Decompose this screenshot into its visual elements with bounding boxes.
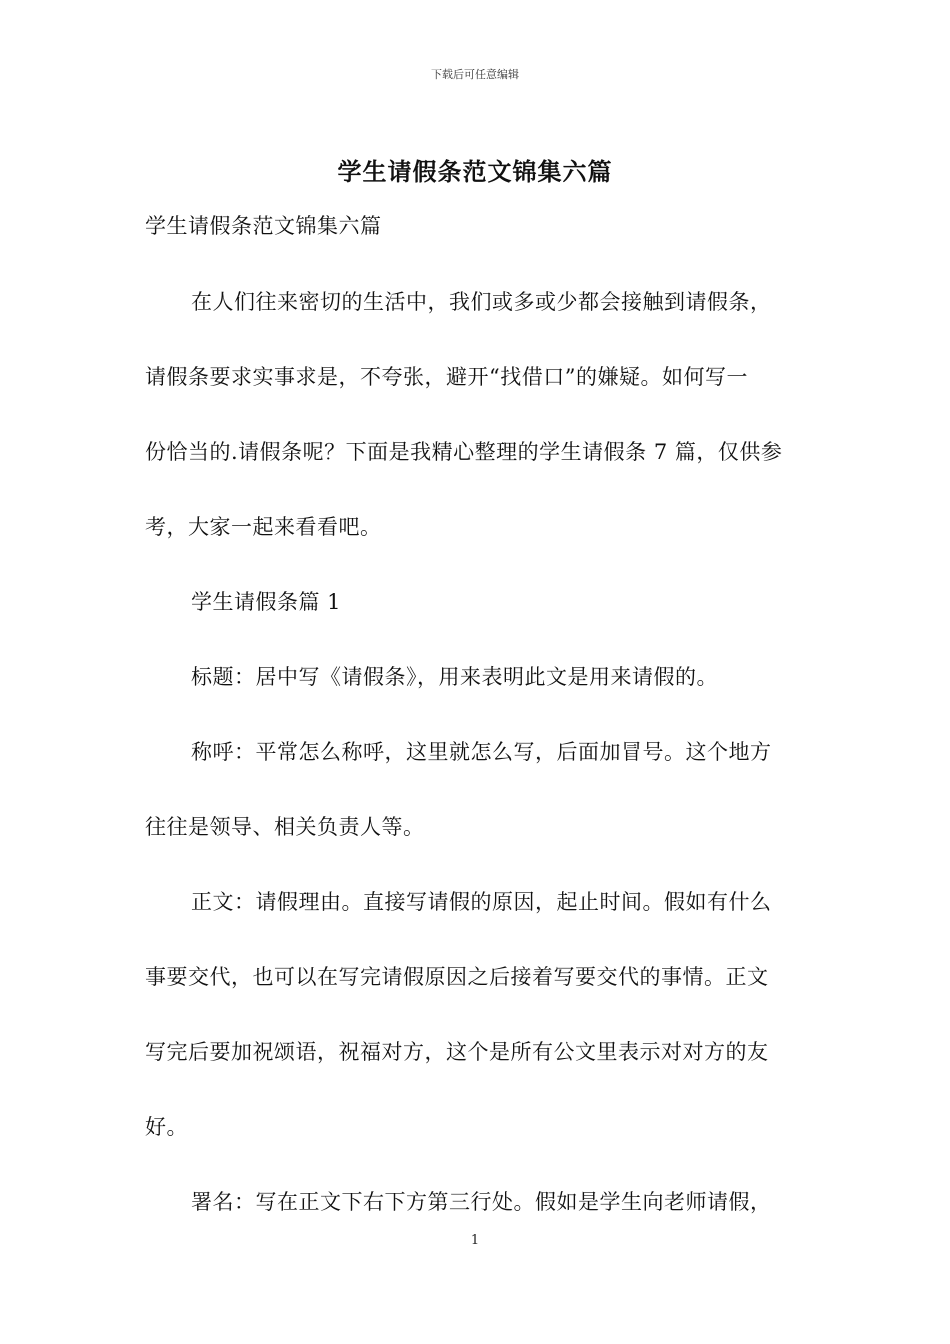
paragraph-line: 正文：请假理由。直接写请假的原因，起止时间。假如有什么 (191, 890, 772, 914)
paragraph-line: 标题：居中写《请假条》，用来表明此文是用来请假的。 (191, 665, 718, 689)
subtitle-line: 学生请假条范文锦集六篇 (145, 214, 382, 238)
paragraph-line: 在人们往来密切的生活中，我们或多或少都会接触到请假条， (191, 290, 772, 314)
paragraph-line: 考，大家一起来看看吧。 (145, 515, 382, 539)
paragraph-line: 好。 (145, 1115, 188, 1139)
paragraph-line: 署名：写在正文下右下方第三行处。假如是学生向老师请假， (191, 1190, 772, 1214)
paragraph-line: 往往是领导、相关负责人等。 (145, 815, 425, 839)
paragraph-line: 份恰当的.请假条呢？下面是我精心整理的学生请假条 7 篇，仅供参 (145, 440, 783, 464)
section-heading: 学生请假条篇 1 (191, 590, 342, 614)
document-title: 学生请假条范文锦集六篇 (337, 157, 613, 186)
paragraph-line: 请假条要求实事求是，不夸张，避开“找借口”的嫌疑。如何写一 (145, 365, 748, 389)
paragraph-line: 称呼：平常怎么称呼，这里就怎么写，后面加冒号。这个地方 (191, 740, 772, 764)
page-header: 下载后可任意编辑 (431, 68, 519, 81)
paragraph-line: 写完后要加祝颂语，祝福对方，这个是所有公文里表示对对方的友 (145, 1040, 769, 1064)
paragraph-line: 事要交代，也可以在写完请假原因之后接着写要交代的事情。正文 (145, 965, 769, 989)
page-number: 1 (470, 1233, 480, 1248)
